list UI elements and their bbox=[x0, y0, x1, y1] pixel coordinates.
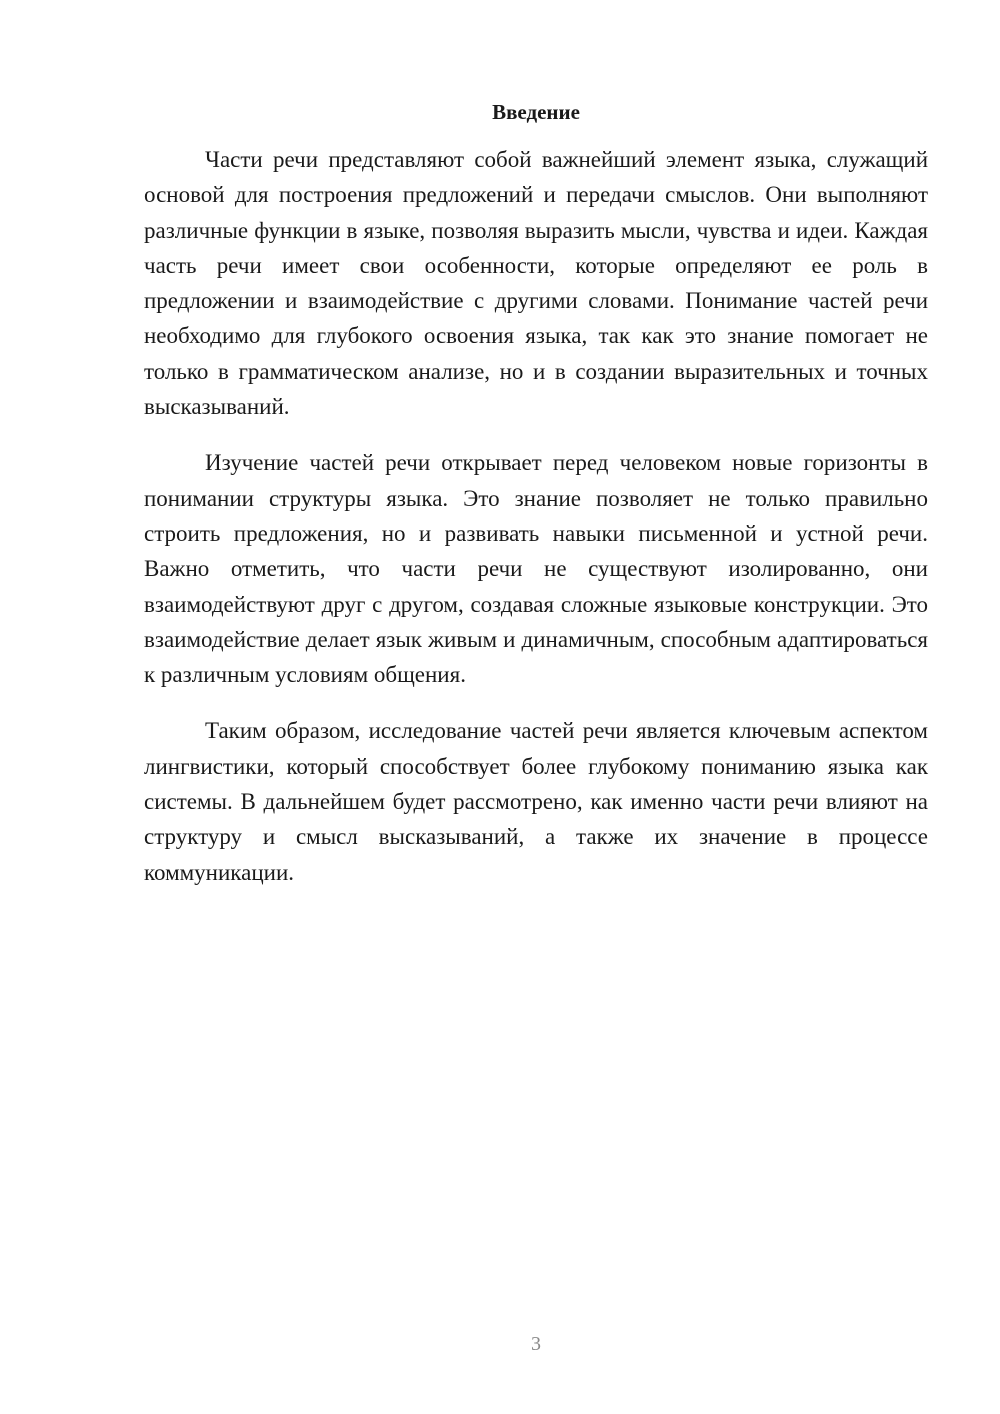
document-body bbox=[144, 142, 928, 911]
page-title: Введение bbox=[492, 100, 580, 124]
page-number: 3 bbox=[531, 1333, 541, 1355]
paragraph-1: Части речи представляют собой важнейший элемент языка, служащий основой для построения предложений и передачи смыслов. Они выполняют различные функции в языке, позволяя выразить мысли, чувства и идеи. Каждая часть речи имеет свои особенности, которые определяют ее роль в предложении и взаимодействие с другими словами. Понимание частей речи необходимо для глубокого освоения языка, так как это знание помогает не только в грамматическом анализе, но и в создании выразительных и точных высказываний. bbox=[144, 147, 928, 420]
paragraph-2: Изучение частей речи открывает перед человеком новые горизонты в понимании структуры языка. Это знание позволяет не только правильно строить предложения, но и развивать навыки письменной и устной речи. Важно отметить, что части речи не существуют изолированно, они взаимодействуют друг с другом, создавая сложные языковые конструкции. Это взаимодействие делает язык живым и динамичным, способным адаптироваться к различным условиям общения. bbox=[144, 450, 928, 688]
paragraph-3: Таким образом, исследование частей речи является ключевым аспектом лингвистики, который способствует более глубокому пониманию языка как системы. В дальнейшем будет рассмотрено, как именно части речи влияют на структуру и смысл высказываний, а также их значение в процессе коммуникации. bbox=[144, 718, 928, 885]
